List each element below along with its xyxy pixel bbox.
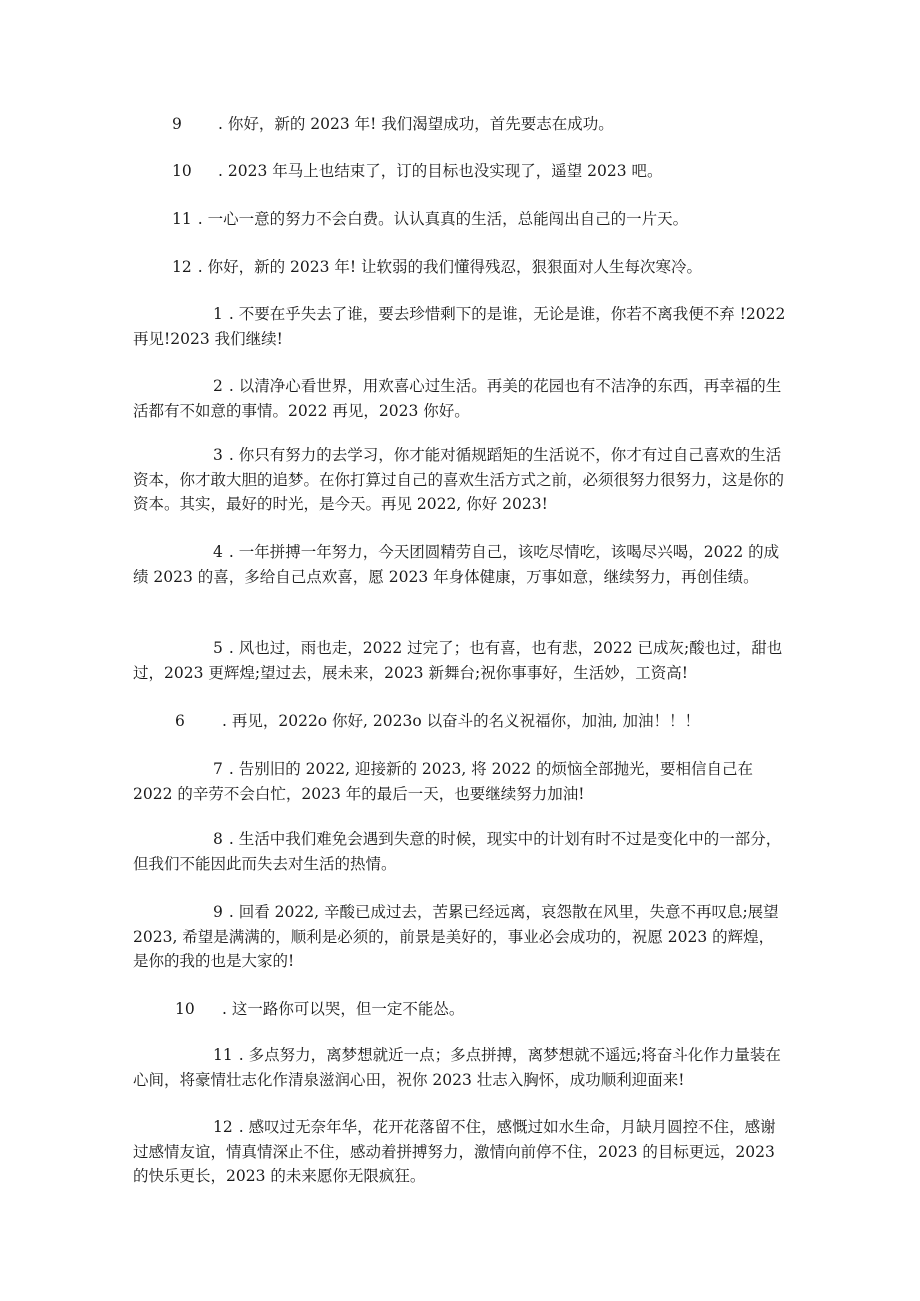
list-item: [172, 255, 826, 280]
item-number: 8: [213, 830, 223, 848]
item-number: 9: [172, 115, 182, 133]
list-item: [133, 443, 787, 517]
item-number: 12: [172, 258, 192, 276]
item-number: 12: [213, 1118, 233, 1136]
list-item: [133, 827, 787, 876]
item-text: . 生活中我们难免会遇到失意的时候，现实中的计划有时不过是变化中的一部分，但我们不能因此而失去对生活的热情。: [133, 830, 782, 873]
item-number: 5: [213, 639, 223, 657]
list-item: [133, 540, 787, 589]
item-text: . 这一路你可以哭，但一定不能怂。: [222, 1000, 465, 1018]
item-text: . 你只有努力的去学习，你才能对循规蹈矩的生活说不，你才有过自己喜欢的生活资本，你才敢大胆的追梦。在你打算过自己的喜欢生活方式之前，必须很努力很努力，这是你的资本。其实，最好的时光，是今天。再见 2022, 你好 2023!: [133, 446, 785, 513]
item-number: 7: [213, 760, 223, 778]
item-text: . 一心一意的努力不会白费。认认真真的生活，总能闯出自己的一片天。: [197, 210, 689, 228]
list-item: [172, 207, 826, 232]
item-number: 6: [175, 712, 185, 730]
item-text: . 多点努力，离梦想就近一点；多点拼搏，离梦想就不遥远;将奋斗化作力量装在心间，将豪情壮志化作清泉滋润心田，祝你 2023 壮志入胸怀，成功顺利迎面来!: [133, 1046, 781, 1089]
list-item: [133, 1043, 787, 1092]
item-number: 11: [213, 1046, 233, 1064]
list-item: [133, 757, 787, 806]
list-item: [133, 1115, 787, 1189]
item-text: . 感叹过无奈年华，花开花落留不住，感慨过如水生命，月缺月圆控不住，感谢过感情友谊，情真情深止不住，感动着拼搏努力，激情向前停不住，2023 的目标更远，2023 的快乐更长，2023 的未来愿你无限疯狂。: [133, 1118, 776, 1185]
list-item: [133, 900, 787, 974]
list-item: [175, 997, 829, 1022]
item-number: 9: [213, 903, 223, 921]
item-text: . 你好，新的 2023 年! 我们渴望成功，首先要志在成功。: [218, 115, 614, 133]
list-item: [172, 159, 826, 184]
item-number: 2: [213, 377, 223, 395]
item-text: . 2023 年马上也结束了，订的目标也没实现了，遥望 2023 吧。: [218, 162, 663, 180]
item-number: 11: [172, 210, 192, 228]
item-text: . 风也过，雨也走，2022 过完了；也有喜，也有悲，2022 已成灰;酸也过，甜也过，2023 更辉煌;望过去，展未来，2023 新舞台;祝你事事好，生活妙，工资高!: [133, 639, 783, 682]
item-text: . 再见，2022o 你好, 2023o 以奋斗的名义祝福你，加油, 加油！！！: [222, 712, 700, 730]
item-number: 10: [172, 162, 192, 180]
item-text: . 一年拼搏一年努力，今天团圆精劳自己，该吃尽情吃，该喝尽兴喝，2022 的成绩 2023 的喜，多给自己点欢喜，愿 2023 年身体健康，万事如意，继续努力，再创佳绩。: [133, 543, 780, 586]
item-number: 1: [213, 305, 223, 323]
item-number: 10: [175, 1000, 195, 1018]
item-text: . 不要在乎失去了谁，要去珍惜剩下的是谁，无论是谁，你若不离我便不弃 !2022 再见!2023 我们继续!: [133, 305, 786, 348]
list-item: [172, 112, 826, 137]
list-item: [175, 709, 829, 734]
item-number: 3: [213, 446, 223, 464]
item-text: . 你好，新的 2023 年! 让软弱的我们懂得残忍，狠狠面对人生每次寒冷。: [197, 258, 703, 276]
list-item: [133, 302, 787, 351]
list-item: [133, 636, 787, 685]
item-number: 4: [213, 543, 223, 561]
item-text: . 回看 2022, 辛酸已成过去，苦累已经远离，哀怨散在风里，失意不再叹息;展望 2023, 希望是满满的，顺利是必须的，前景是美好的，事业必会成功的，祝愿 2023 的辉煌，是你的我的也是大家的!: [133, 903, 779, 970]
item-text: . 告别旧的 2022, 迎接新的 2023, 将 2022 的烦恼全部抛光，要相信自己在 2022 的辛劳不会白忙，2023 年的最后一天，也要继续努力加油!: [133, 760, 753, 803]
item-text: . 以清净心看世界，用欢喜心过生活。再美的花园也有不洁净的东西，再幸福的生活都有不如意的事情。2022 再见，2023 你好。: [133, 377, 782, 420]
list-item: [133, 374, 787, 423]
